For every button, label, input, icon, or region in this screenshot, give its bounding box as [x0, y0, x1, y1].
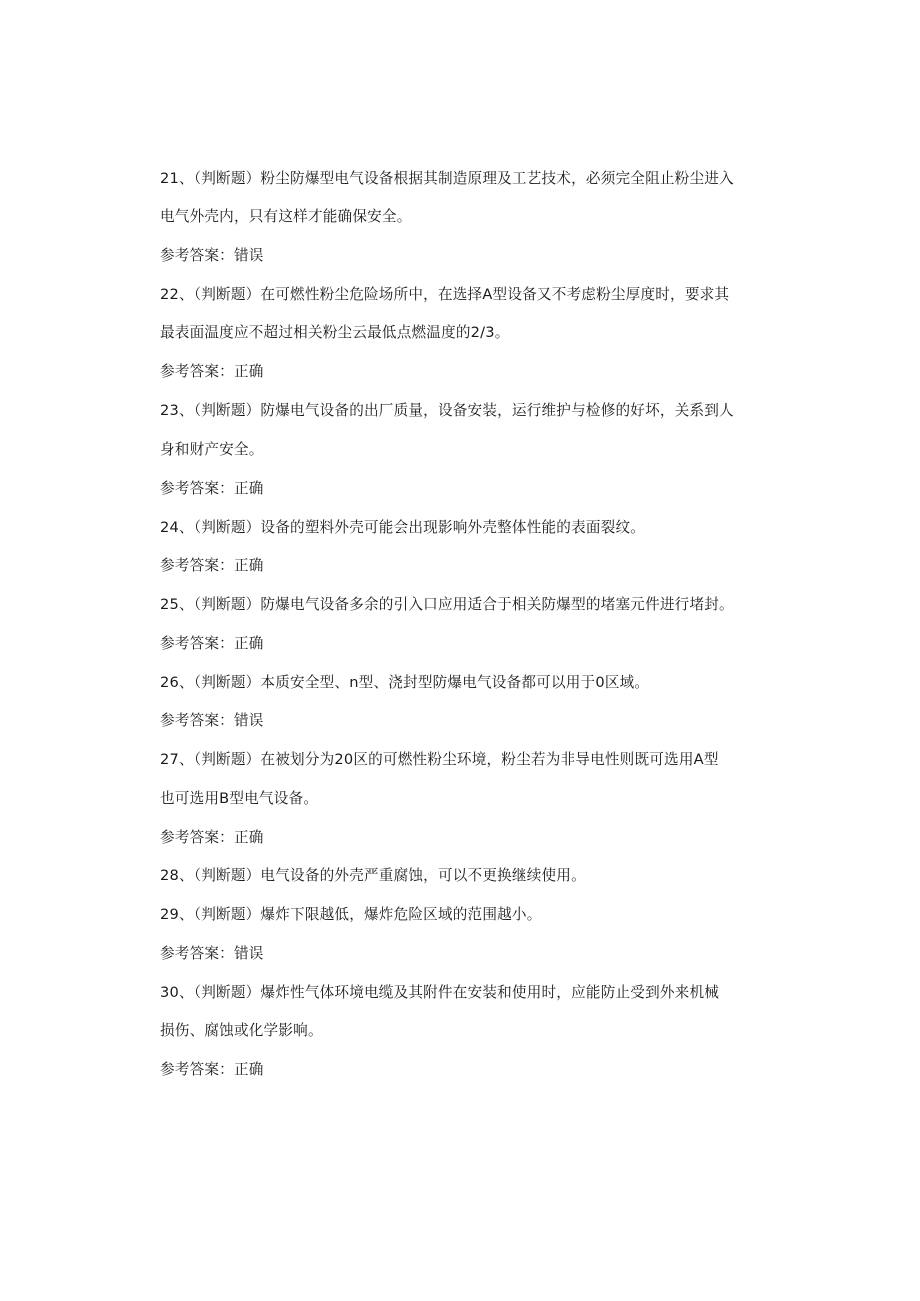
answer-27: 参考答案：正确 — [160, 829, 264, 846]
question-22-line-1: 22、（判断题）在可燃性粉尘危险场所中，在选择A型设备又不考虑粉尘厚度时，要求其 — [160, 286, 730, 303]
question-23-line-2: 身和财产安全。 — [160, 441, 264, 458]
question-23-line-1: 23、（判断题）防爆电气设备的出厂质量，设备安装，运行维护与检修的好坏，关系到人 — [160, 402, 734, 419]
question-26-line-1: 26、（判断题）本质安全型、n型、浇封型防爆电气设备都可以用于0区域。 — [160, 674, 650, 691]
question-24-line-1: 24、（判断题）设备的塑料外壳可能会出现影响外壳整体性能的表面裂纹。 — [160, 519, 646, 536]
answer-30: 参考答案：正确 — [160, 1061, 264, 1078]
answer-25: 参考答案：正确 — [160, 635, 264, 652]
answer-26: 参考答案：错误 — [160, 712, 264, 729]
question-27-line-2: 也可选用B型电气设备。 — [160, 790, 319, 807]
answer-22: 参考答案：正确 — [160, 363, 264, 380]
question-25-line-1: 25、（判断题）防爆电气设备多余的引入口应用适合于相关防爆型的堵塞元件进行堵封。 — [160, 596, 734, 613]
question-21-line-1: 21、（判断题）粉尘防爆型电气设备根据其制造原理及工艺技术，必须完全阻止粉尘进入 — [160, 170, 734, 187]
question-30-line-2: 损伤、腐蚀或化学影响。 — [160, 1022, 323, 1039]
question-29-line-1: 29、（判断题）爆炸下限越低，爆炸危险区域的范围越小。 — [160, 906, 542, 923]
question-28-line-1: 28、（判断题）电气设备的外壳严重腐蚀，可以不更换继续使用。 — [160, 867, 586, 884]
answer-23: 参考答案：正确 — [160, 480, 264, 497]
answer-21: 参考答案：错误 — [160, 247, 264, 264]
question-27-line-1: 27、（判断题）在被划分为20区的可燃性粉尘环境，粉尘若为非导电性则既可选用A型 — [160, 751, 719, 768]
question-22-line-2: 最表面温度应不超过相关粉尘云最低点燃温度的2/3。 — [160, 324, 510, 341]
answer-24: 参考答案：正确 — [160, 557, 264, 574]
answer-29: 参考答案：错误 — [160, 945, 264, 962]
question-21-line-2: 电气外壳内，只有这样才能确保安全。 — [160, 208, 412, 225]
question-30-line-1: 30、（判断题）爆炸性气体环境电缆及其附件在安装和使用时，应能防止受到外来机械 — [160, 984, 720, 1001]
